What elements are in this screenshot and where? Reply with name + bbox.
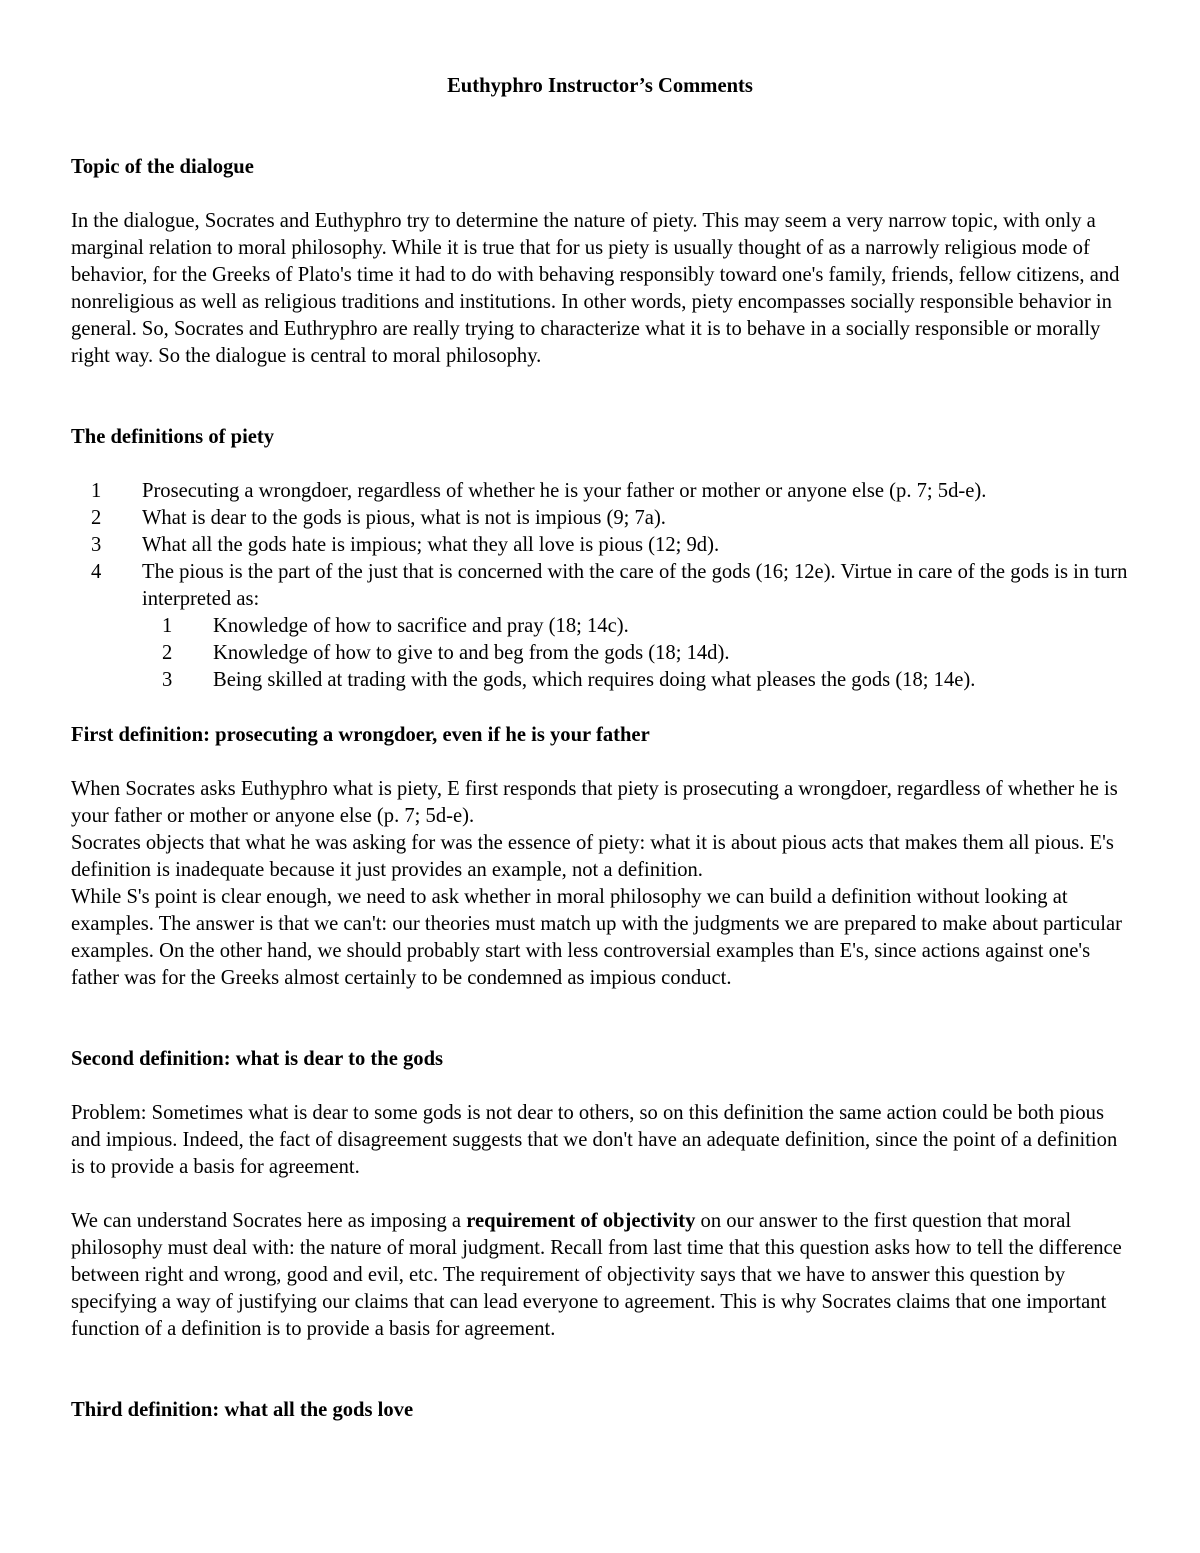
paragraph-topic: In the dialogue, Socrates and Euthyphro try to determine the nature of piety. This may seem a very narrow topic, with only a marginal relation to moral philosophy. While it is true that for us piety is usually thought of as a narrowly religious mode of behavior, for the Greeks of Plato's time it had to do with behaving responsibly toward one's family, friends, fellow citizens, and nonreligious as well as religious traditions and institutions. In other words, piety encompasses socially responsible behavior in general. So, Socrates and Euthryphro are really trying to characterize what it is to behave in a socially responsible or morally right way. So the dialogue is central to moral philosophy. <box>71 210 1120 367</box>
heading-first-definition: First definition: prosecuting a wrongdoer, even if he is your father <box>71 724 650 746</box>
paragraph-first-1: When Socrates asks Euthyphro what is piety, E first responds that piety is prosecuting a wrongdoer, regardless of whether he is your father or mother or anyone else (p. 7; 5d-e). <box>71 778 1118 827</box>
list-text: Being skilled at trading with the gods, which requires doing what pleases the gods (18; 14e). <box>213 669 976 691</box>
list-item <box>71 559 1141 694</box>
heading-third-definition: Third definition: what all the gods love <box>71 1399 414 1421</box>
document-title: Euthyphro Instructor’s Comments <box>447 75 753 97</box>
list-item <box>71 478 1141 505</box>
paragraph-second-2 <box>71 1208 1131 1343</box>
text-run: We can understand Socrates here as imposing a <box>71 1210 467 1232</box>
heading-definitions: The definitions of piety <box>71 426 275 448</box>
list-text: What is dear to the gods is pious, what is not is impious (9; 7a). <box>142 507 666 529</box>
list-number: 4 <box>91 561 102 583</box>
sublist-item <box>142 640 1141 667</box>
definitions-list <box>71 478 1141 694</box>
paragraph-first-3: While S's point is clear enough, we need to ask whether in moral philosophy we can build a definition without looking at examples. The answer is that we can't: our theories must match up with the judgments we are prepared to make about particular examples. On the other hand, we should probably start with less controversial examples than E's, since actions against one's father was for the Greeks almost certainly to be condemned as impious conduct. <box>71 886 1122 989</box>
list-number: 3 <box>91 534 102 556</box>
sublist-item <box>142 613 1141 640</box>
list-number: 1 <box>91 480 102 502</box>
paragraph-second-1: Problem: Sometimes what is dear to some gods is not dear to others, so on this definition the same action could be both pious and impious. Indeed, the fact of disagreement suggests that we don't have an adequate definition, since the point of a definition is to provide a basis for agreement. <box>71 1102 1118 1178</box>
list-number: 2 <box>162 642 173 664</box>
list-text: Knowledge of how to give to and beg from the gods (18; 14d). <box>213 642 730 664</box>
text-run: on our answer to the first question that moral philosophy must deal with: the nature of moral judgment. Recall from last time that this question asks how to tell the difference between right and wrong, good and evil, etc. The requirement of objectivity says that we have to answer this question by specifying a way of justifying our claims that can lead everyone to agreement. This is why Socrates claims that one important function of a definition is to provide a basis for agreement. <box>71 1210 1122 1340</box>
list-number: 2 <box>91 507 102 529</box>
list-number: 1 <box>162 615 173 637</box>
heading-topic: Topic of the dialogue <box>71 156 254 178</box>
list-text: Knowledge of how to sacrifice and pray (18; 14c). <box>213 615 629 637</box>
list-item <box>71 505 1141 532</box>
list-number: 3 <box>162 669 173 691</box>
list-text: Prosecuting a wrongdoer, regardless of whether he is your father or mother or anyone else (p. 7; 5d-e). <box>142 480 987 502</box>
list-item <box>71 532 1141 559</box>
list-text: What all the gods hate is impious; what they all love is pious (12; 9d). <box>142 534 720 556</box>
sublist-item <box>142 667 1141 694</box>
paragraph-first-2: Socrates objects that what he was asking for was the essence of piety: what it is about pious acts that makes them all pious. E's definition is inadequate because it just provides an example, not a definition. <box>71 832 1114 881</box>
emphasis-objectivity: requirement of objectivity <box>466 1210 696 1232</box>
care-of-gods-sublist <box>142 613 1141 694</box>
heading-second-definition: Second definition: what is dear to the gods <box>71 1048 444 1070</box>
list-text: The pious is the part of the just that is concerned with the care of the gods (16; 12e). Virtue in care of the gods is in turn interpreted as: <box>142 561 1128 610</box>
